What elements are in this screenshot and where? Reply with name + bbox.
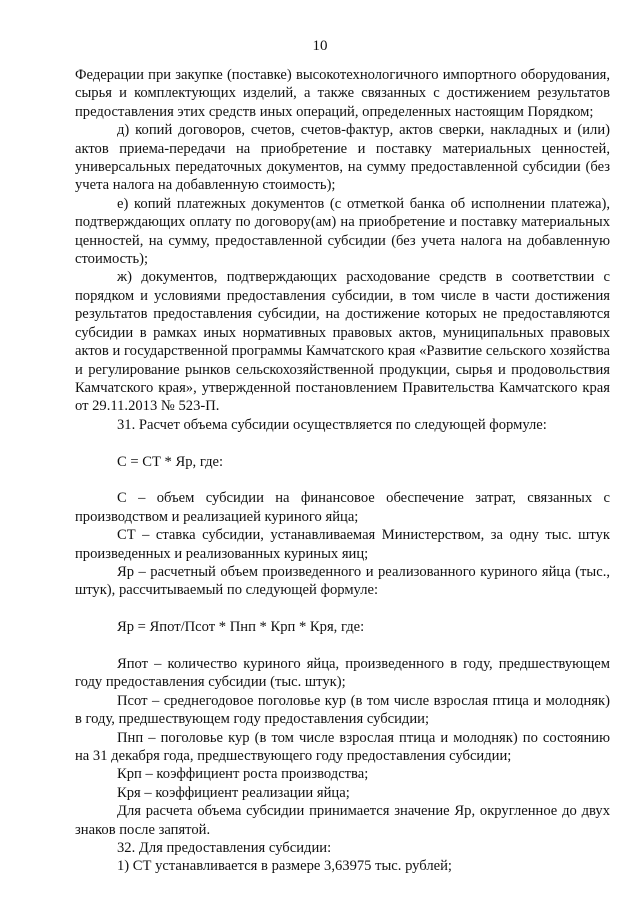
spacer — [75, 600, 610, 618]
page-number: 10 — [312, 38, 328, 54]
document-body — [75, 66, 610, 876]
definition-yapot: Япот – количество куриного яйца, произведенного в году, предшествующем году предоставления субсидии (тыс. штук); — [75, 655, 610, 691]
paragraph-continuation: Федерации при закупке (поставке) высокотехнологичного импортного оборудования, сырья и комплектующих изделий, а также связанных с достижением результатов предоставления этих средств иных операций, определенных настоящим Порядком; — [75, 67, 610, 120]
definition-c: С – объем субсидии на финансовое обеспечение затрат, связанных с производством и реализацией куриного яйца; — [75, 490, 610, 525]
paragraph-item-zh: ж) документов, подтверждающих расходование средств в соответствии с порядком и условиями предоставления субсидии, в том числе в части достижения результатов предоставления субсидии, на достижение которых не предоставляются субсидии в рамках иных нормативных правовых актов, муниципальных правовых актов и государственной программы Камчатского края «Развитие сельского хозяйства и регулирование рынков сельскохозяйственной продукции, сырья и продовольствия Камчатского края», утвержденной постановлением Правительства Камчатского края от 29.11.2013 № 523-П. — [75, 269, 610, 415]
paragraph-clause-32: 32. Для предоставления субсидии: — [117, 840, 332, 856]
definition-krya: Кря – коэффициент реализации яйца; — [117, 784, 350, 801]
definition-st: СТ – ставка субсидии, устанавливаемая Министерством, за одну тыс. штук произведенных и реализованных куриных яиц; — [75, 527, 610, 562]
formula-yar: Яр = Япот/Псот * Пнп * Крп * Кря, где: — [117, 619, 365, 636]
definition-yar: Яр – расчетный объем произведенного и реализованного куриного яйца (тыс., штук), рассчитываемый по следующей формуле: — [75, 563, 610, 599]
paragraph-item-e: е) копий платежных документов (с отметкой банка об исполнении платежа), подтверждающих оплату по договору(ам) на приобретение и поставку материальных ценностей, на сумму, предоставленной субсидии (без учета налога на добавленную стоимость); — [75, 195, 610, 268]
spacer — [75, 471, 610, 489]
formula-subsidy: С = СТ * Яр, где: — [117, 453, 224, 470]
paragraph-item-1: 1) СТ устанавливается в размере 3,63975 тыс. рублей; — [117, 858, 452, 875]
paragraph-rounding: Для расчета объема субсидии принимается значение Яр, округленное до двух знаков после запятой. — [75, 803, 610, 838]
definition-pnp: Пнп – поголовье кур (в том числе взрослая птица и молодняк) по состоянию на 31 декабря года, предшествующего году предоставления субсидии; — [75, 729, 610, 764]
spacer — [75, 434, 610, 452]
definition-psot: Псот – среднегодовое поголовье кур (в том числе взрослая птица и молодняк) в году, предшествующем году предоставления субсидии; — [75, 692, 610, 728]
spacer — [75, 637, 610, 655]
definition-krp: Крп – коэффициент роста производства; — [117, 766, 369, 783]
paragraph-item-d: д) копий договоров, счетов, счетов-фактур, актов сверки, накладных и (или) актов приема-передачи на приобретение и поставку материальных ценностей, универсальных передаточных документов, на сумму предоставленной субсидии (без учета налога на добавленную стоимость); — [75, 122, 610, 194]
paragraph-clause-31: 31. Расчет объема субсидии осуществляется по следующей формуле: — [117, 416, 547, 433]
